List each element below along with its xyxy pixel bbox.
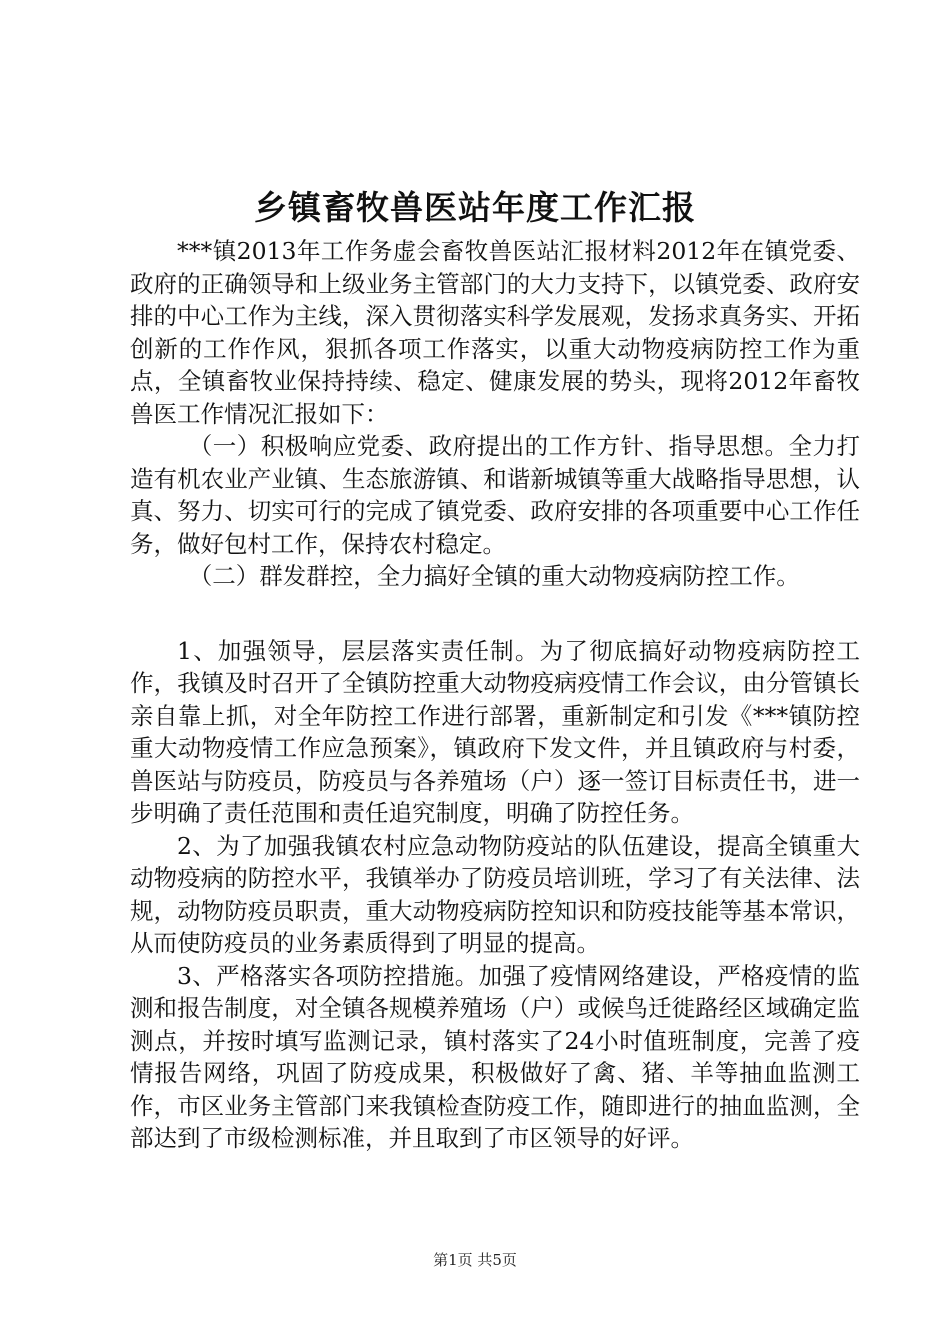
paragraph-item-1: 1、加强领导，层层落实责任制。为了彻底搞好动物疫病防控工作，我镇及时召开了全镇防控重大动物疫病疫情工作会议，由分管镇长亲自靠上抓，对全年防控工作进行部署，重新制定和引发《***镇防控重大动物疫情工作应急预案》，镇政府下发文件，并且镇政府与村委，兽医站与防疫员，防疫员与各养殖场（户）逐一签订目标责任书，进一步明确了责任范围和责任追究制度，明确了防控任务。 xyxy=(130,636,860,827)
paragraph-section-2: （二）群发群控，全力搞好全镇的重大动物疫病防控工作。 xyxy=(188,562,800,590)
paragraph-section-1: （一）积极响应党委、政府提出的工作方针、指导思想。全力打造有机农业产业镇、生态旅游镇、和谐新城镇等重大战略指导思想，认真、努力、切实可行的完成了镇党委、政府安排的各项重要中心工作任务，做好包村工作，保持农村稳定。 xyxy=(130,432,860,558)
page-indicator: 第1页 共5页 xyxy=(433,1251,517,1269)
paragraph-spacer xyxy=(130,593,860,635)
paragraph-item-2: 2、为了加强我镇农村应急动物防疫站的队伍建设，提高全镇重大动物疫病的防控水平，我镇举办了防疫员培训班，学习了有关法律、法规，动物防疫员职责，重大动物疫病防控知识和防疫技能等基本常识，从而使防疫员的业务素质得到了明显的提高。 xyxy=(130,831,860,957)
document-body xyxy=(130,235,860,1155)
document-title: 乡镇畜牧兽医站年度工作汇报 xyxy=(254,188,696,227)
paragraph-item-3: 3、严格落实各项防控措施。加强了疫情网络建设，严格疫情的监测和报告制度，对全镇各规模养殖场（户）或候鸟迁徙路经区域确定监测点，并按时填写监测记录，镇村落实了24小时值班制度，完善了疫情报告网络，巩固了防疫成果，积极做好了禽、猪、羊等抽血监测工作，市区业务主管部门来我镇检查防疫工作，随即进行的抽血监测，全部达到了市级检测标准，并且取到了市区领导的好评。 xyxy=(130,961,860,1152)
paragraph-intro: ***镇2013年工作务虚会畜牧兽医站汇报材料2012年在镇党委、政府的正确领导和上级业务主管部门的大力支持下，以镇党委、政府安排的中心工作为主线，深入贯彻落实科学发展观，发扬求真务实、开拓创新的工作作风，狠抓各项工作落实，以重大动物疫病防控工作为重点，全镇畜牧业保持持续、稳定、健康发展的势头，现将2012年畜牧兽医工作情况汇报如下： xyxy=(130,237,860,428)
